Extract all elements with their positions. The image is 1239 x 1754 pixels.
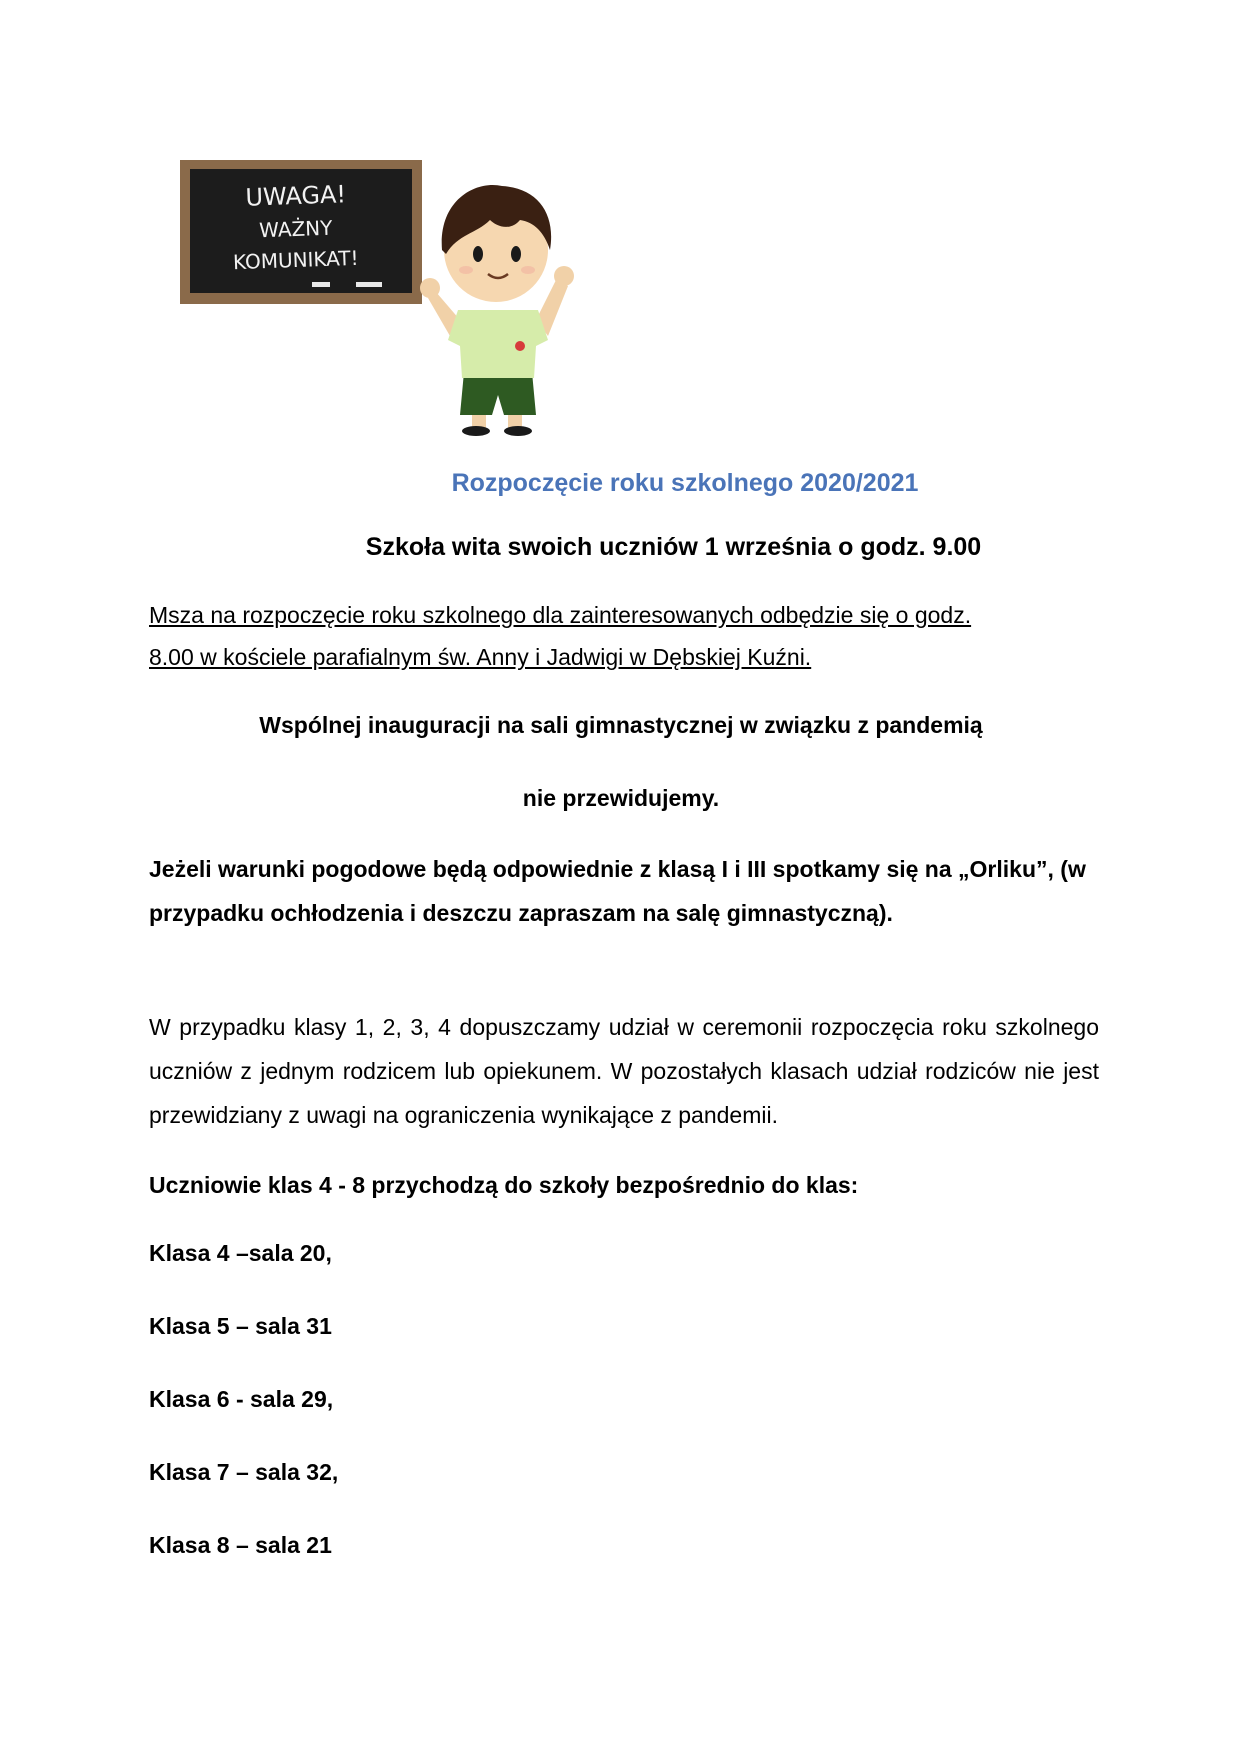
boy-figure: [420, 185, 574, 436]
class-room-item: Klasa 5 – sala 31: [149, 1313, 332, 1339]
chalk-piece: [312, 282, 330, 287]
classes-intro: Uczniowie klas 4 - 8 przychodzą do szkoły bezpośrednio do klas:: [149, 1172, 859, 1198]
board-line-1: UWAGA!: [244, 180, 347, 212]
page-title: Rozpoczęcie roku szkolnego 2020/2021: [451, 469, 919, 497]
mass-notice-line-2: 8.00 w kościele parafialnym św. Anny i Jadwigi w Dębskiej Kuźni.: [149, 644, 812, 670]
welcome-heading: Szkoła wita swoich uczniów 1 września o godz. 9.00: [365, 533, 982, 561]
board-line-2: WAŻNY: [258, 215, 333, 243]
mass-notice: [149, 594, 1089, 678]
class-room-item: Klasa 4 –sala 20,: [149, 1240, 332, 1266]
board-line-3: KOMUNIKAT!: [232, 245, 359, 275]
weather-paragraph: Jeżeli warunki pogodowe będą odpowiednie z klasą I i III spotkamy się na „Orliku”, (w przypadku ochłodzenia i deszczu zapraszam na salę gimnastyczną).: [149, 856, 1086, 926]
announcement-illustration: [146, 150, 576, 436]
class-room-item: Klasa 6 - sala 29,: [149, 1386, 334, 1412]
parents-paragraph: W przypadku klasy 1, 2, 3, 4 dopuszczamy udział w ceremonii rozpoczęcia roku szkolnego uczniów z jednym rodzicem lub opiekunem. W pozostałych klasach udział rodziców nie jest przewidziany z uwagi na ograniczenia wynikające z pandemii.: [149, 1014, 1099, 1128]
class-room-item: Klasa 8 – sala 21: [149, 1532, 332, 1558]
class-room-item: Klasa 7 – sala 32,: [149, 1459, 339, 1485]
chalk-piece: [356, 282, 382, 287]
inauguration-line-1: Wspólnej inauguracji na sali gimnastycznej w związku z pandemią: [259, 712, 983, 738]
mass-notice-line-1: Msza na rozpoczęcie roku szkolnego dla zainteresowanych odbędzie się o godz.: [149, 602, 972, 628]
inauguration-line-2: nie przewidujemy.: [522, 785, 720, 811]
